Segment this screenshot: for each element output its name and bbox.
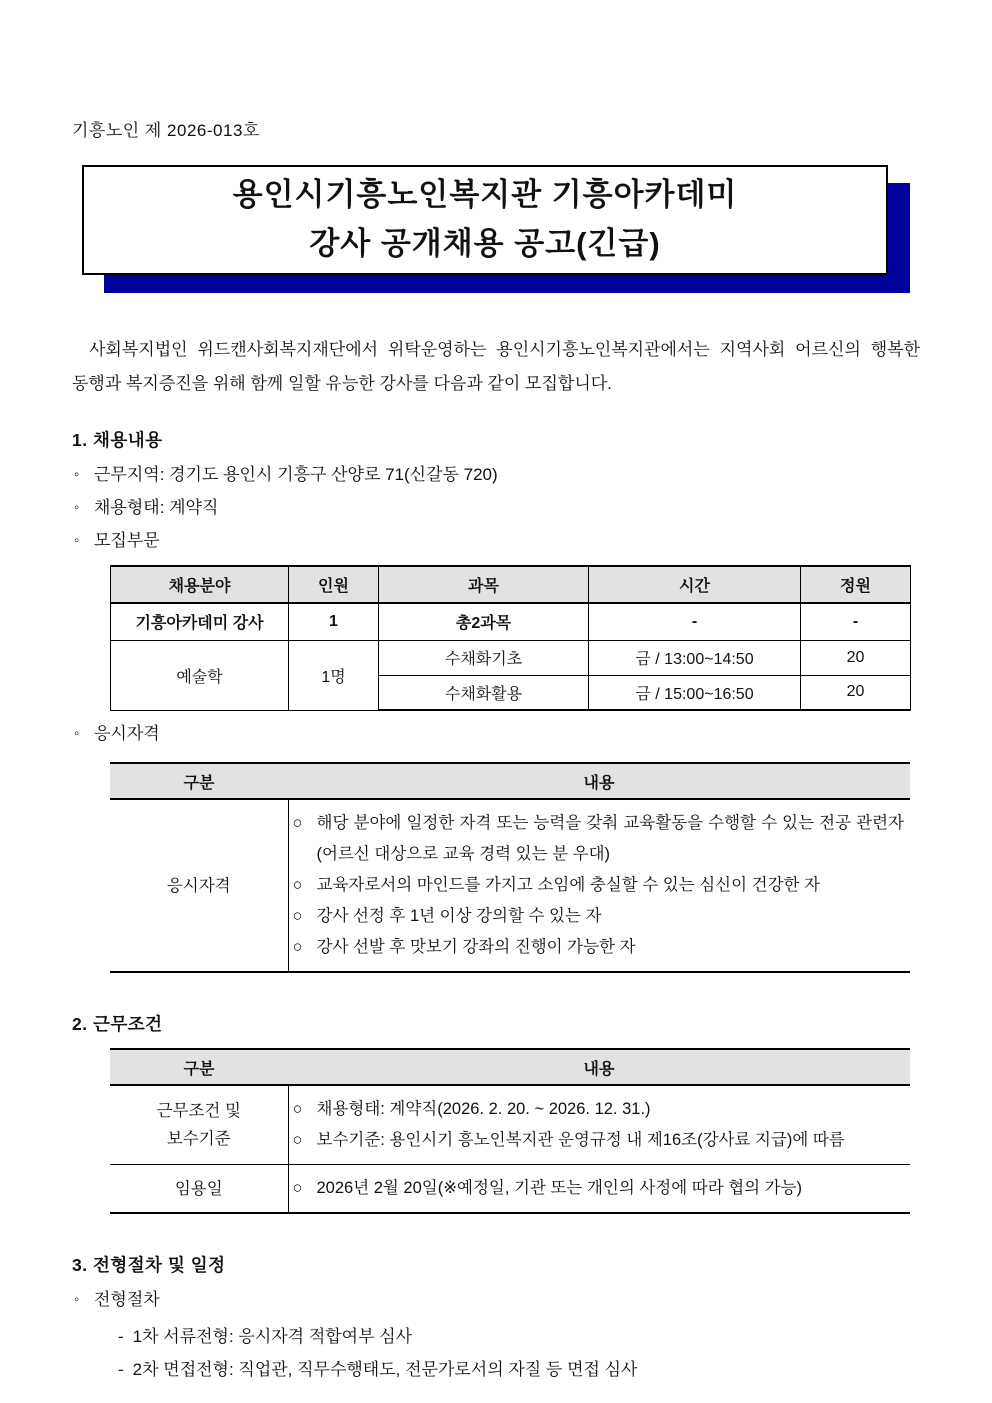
cell-subject: 수채화기초 (379, 640, 589, 675)
list-item-recruit-category (72, 524, 920, 557)
circle-bullet-icon: ◦ (74, 532, 80, 549)
list-item-text: 전형절차 (94, 1290, 160, 1309)
work-condition-item (293, 1125, 905, 1156)
section1-list (72, 458, 920, 557)
table-row-work-conditions (110, 1085, 910, 1165)
open-circle-bullet-icon: ○ (292, 876, 303, 894)
header-category: 구분 (110, 1049, 288, 1085)
table-row-appointment-date (110, 1165, 910, 1214)
selection-step-text: 1차 서류전형: 응시자격 적합여부 심사 (132, 1327, 413, 1346)
cell-time: - (589, 603, 801, 640)
intro-paragraph: 사회복지법인 위드캔사회복지재단에서 위탁운영하는 용인시기흥노인복지관에서는 지역사회 어르신의 행복한 동행과 복지증진을 위해 함께 일할 유능한 강사를 다음과 같이 모집합니다. (72, 340, 920, 393)
list-item-selection-process (72, 1283, 920, 1316)
dash-bullet-icon: - (118, 1327, 124, 1346)
header-category: 구분 (110, 763, 288, 799)
cell-row-label: 응시자격 (110, 799, 288, 972)
appointment-date-item (293, 1173, 905, 1204)
qualification-item (293, 808, 905, 870)
recruitment-table (110, 565, 911, 711)
title-box (82, 165, 888, 275)
cell-field: 기흥아카데미 강사 (111, 603, 289, 640)
open-circle-bullet-icon: ○ (292, 1131, 303, 1149)
table-header-row (110, 763, 910, 799)
cell-field: 예술학 (111, 640, 289, 710)
cell-quota: - (801, 603, 911, 640)
row-label-line: 근무조건 및 (156, 1102, 241, 1120)
cell-content (288, 1165, 910, 1214)
work-condition-item-text: 보수기준: 용인시기 흥노인복지관 운영규정 내 제16조(강사료 지급)에 따름 (316, 1131, 845, 1149)
circle-bullet-icon: ◦ (74, 725, 80, 742)
qualification-item (293, 870, 905, 901)
qualification-item (293, 901, 905, 932)
qualification-label-list (72, 717, 920, 750)
section3-list (72, 1283, 920, 1316)
header-field: 채용분야 (111, 566, 289, 603)
open-circle-bullet-icon: ○ (292, 907, 303, 925)
qualification-item-text: 강사 선발 후 맛보기 강좌의 진행이 가능한 자 (316, 938, 636, 956)
open-circle-bullet-icon: ○ (292, 1179, 303, 1197)
work-condition-item (293, 1094, 905, 1125)
header-count: 인원 (289, 566, 379, 603)
work-condition-item-text: 채용형태: 계약직(2026. 2. 20. ~ 2026. 12. 31.) (316, 1100, 651, 1118)
section2-heading: 2. 근무조건 (72, 1014, 163, 1034)
qualification-item-text: 교육자로서의 마인드를 가지고 소임에 충실할 수 있는 심신이 건강한 자 (316, 876, 820, 894)
open-circle-bullet-icon: ○ (292, 1100, 303, 1118)
header-subject: 과목 (379, 566, 589, 603)
list-item-text: 근무지역: 경기도 용인시 기흥구 산양로 71(신갈동 720) (94, 465, 498, 484)
table-row-qualification (110, 799, 910, 972)
dash-bullet-icon: - (118, 1360, 124, 1379)
cell-time: 금 / 13:00~14:50 (589, 640, 801, 675)
cell-quota: 20 (801, 640, 911, 675)
cell-content (288, 1085, 910, 1165)
header-quota: 정원 (801, 566, 911, 603)
open-circle-bullet-icon: ○ (292, 814, 303, 832)
cell-row-label (110, 1085, 288, 1165)
cell-row-label: 임용일 (110, 1165, 288, 1214)
list-item-work-location (72, 458, 920, 491)
table-header-row (110, 1049, 910, 1085)
cell-count: 1명 (289, 640, 379, 710)
selection-step-1 (118, 1320, 920, 1353)
cell-time: 금 / 15:00~16:50 (589, 675, 801, 710)
qualification-item-text: 강사 선정 후 1년 이상 강의할 수 있는 자 (316, 907, 602, 925)
title-line-2: 강사 공개채용 공고(긴급) (309, 226, 661, 261)
qualification-item (293, 932, 905, 963)
selection-step-2 (118, 1353, 920, 1386)
list-item-text: 모집부문 (94, 531, 160, 550)
header-content: 내용 (288, 1049, 910, 1085)
circle-bullet-icon: ◦ (74, 1291, 80, 1308)
list-item-text: 채용형태: 계약직 (94, 498, 219, 517)
qualification-table (110, 762, 910, 973)
open-circle-bullet-icon: ○ (292, 938, 303, 956)
circle-bullet-icon: ◦ (74, 499, 80, 516)
cell-subject: 총2과목 (379, 603, 589, 640)
circle-bullet-icon: ◦ (74, 466, 80, 483)
section1-heading: 1. 채용내용 (72, 430, 163, 450)
section3-heading: 3. 전형절차 및 일정 (72, 1255, 226, 1275)
cell-subject: 수채화활용 (379, 675, 589, 710)
list-item-qualification (72, 717, 920, 750)
qualification-item-text: 해당 분야에 일정한 자격 또는 능력을 갖춰 교육활동을 수행할 수 있는 전공 관련자(어르신 대상으로 교육 경력 있는 분 우대) (316, 814, 904, 863)
cell-quota: 20 (801, 675, 911, 710)
appointment-date-text: 2026년 2월 20일(※예정일, 기관 또는 개인의 사정에 따라 협의 가능) (316, 1179, 803, 1197)
selection-steps (118, 1320, 920, 1386)
header-time: 시간 (589, 566, 801, 603)
list-item-employment-type (72, 491, 920, 524)
document-number: 기흥노인 제 2026-013호 (72, 121, 260, 140)
cell-content (288, 799, 910, 972)
work-conditions-table (110, 1048, 910, 1214)
header-content: 내용 (288, 763, 910, 799)
selection-step-text: 2차 면접전형: 직업관, 직무수행태도, 전문가로서의 자질 등 면접 심사 (132, 1360, 638, 1379)
title-line-1: 용인시기흥노인복지관 기흥아카데미 (232, 177, 738, 213)
row-label-line: 보수기준 (166, 1130, 231, 1148)
list-item-text: 응시자격 (94, 724, 160, 743)
table-header-row (111, 566, 911, 603)
table-row-summary (111, 603, 911, 640)
cell-count: 1 (289, 603, 379, 640)
table-row-course-1 (111, 640, 911, 675)
